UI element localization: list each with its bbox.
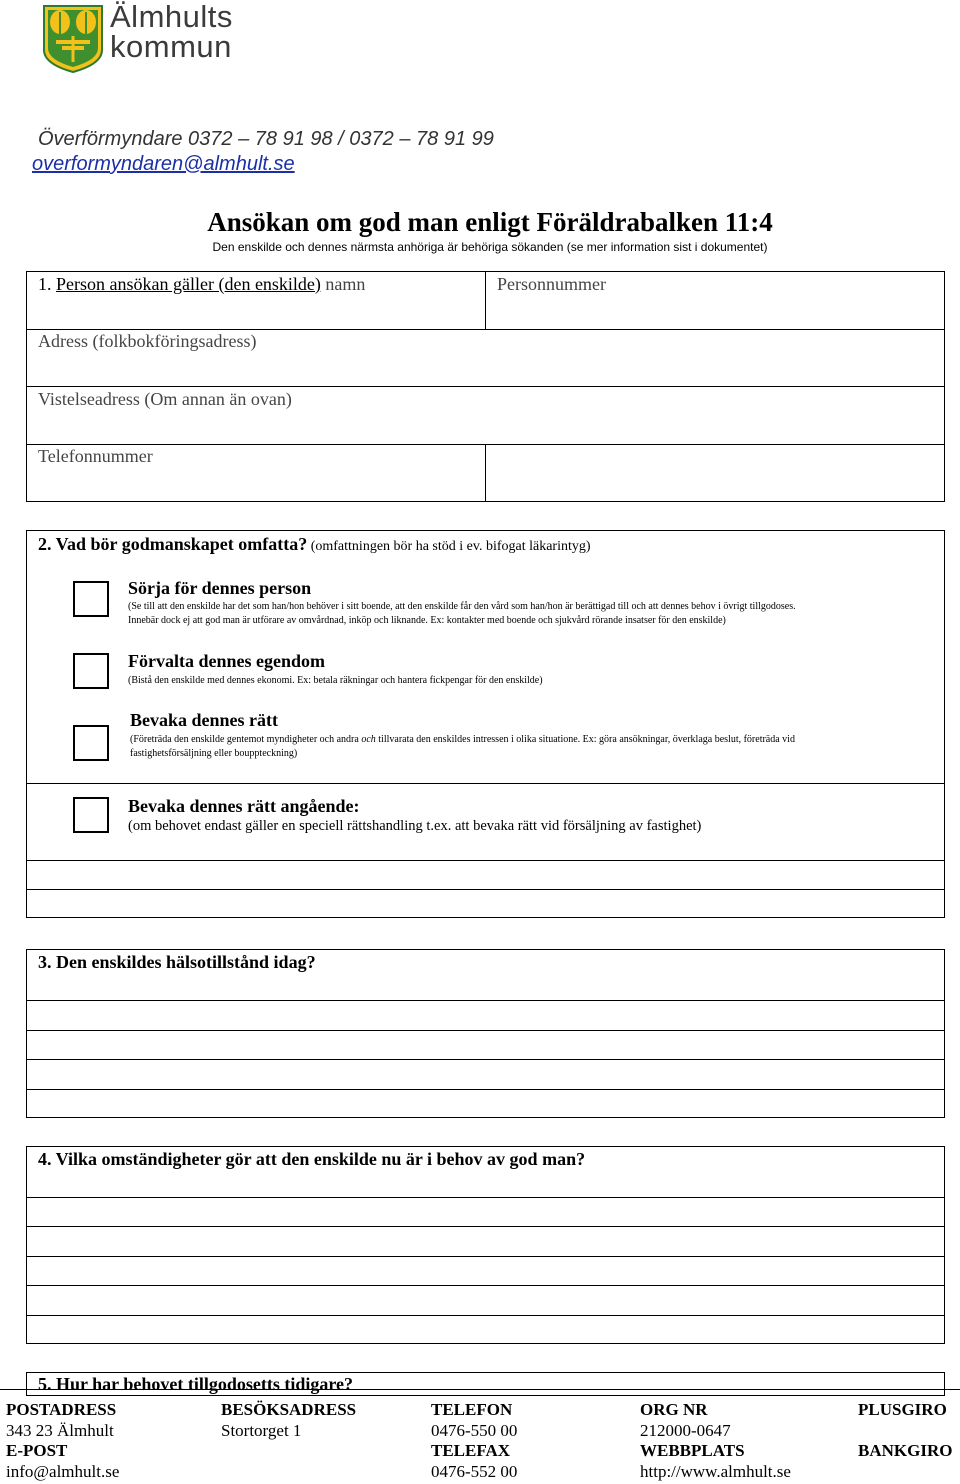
section4-heading: 4. Vilka omständigheter gör att den enskilde nu är i behov av god man? <box>38 1149 586 1169</box>
footer-col5: PLUSGIRO BANKGIRO <box>858 1400 953 1460</box>
footer-col4: ORG NR 212000-0647 WEBBPLATS http://www.almhult.se <box>640 1400 791 1481</box>
footer-rule <box>0 1389 960 1390</box>
form-subtitle: Den enskilde och dennes närmsta anhöriga är behöriga sökanden (se mer information sist i dokumentet) <box>212 240 768 254</box>
opt3-title: Bevaka dennes rätt <box>130 710 278 730</box>
website-link[interactable]: http://www.almhult.se <box>640 1461 791 1481</box>
personnummer-field[interactable]: Personnummer <box>497 274 606 294</box>
footer-col1: POSTADRESS 343 23 Älmhult E-POST info@almhult.se <box>6 1400 120 1481</box>
checkbox-bevaka[interactable] <box>73 725 109 761</box>
form-title: Ansökan om god man enligt Föräldrabalken 11:4 <box>207 207 773 237</box>
opt1-desc: (Se till att den enskilde har det som han/hon behöver i sitt boende, att den enskilde får den vård som han/hon är berättigad till och att dennes behov i övrigt tillgodoses. Innebär dock ej att god man är utförare av omvårdnad, inköp och liknande. Ex: kontakter med boende och sjukvård rörande insatser för den enskilde) <box>128 601 796 626</box>
telefon-field[interactable]: Telefonnummer <box>38 446 153 466</box>
contact-line: Överförmyndare 0372 – 78 91 98 / 0372 – 78 91 99 <box>38 128 494 150</box>
footer-col2: BESÖKSADRESS Stortorget 1 <box>221 1400 357 1440</box>
checkbox-sorja[interactable] <box>73 581 109 617</box>
opt4-desc: (om behovet endast gäller en speciell rättshandling t.ex. att bevaka rätt vid försäljning av fastighet) <box>128 818 702 834</box>
email-link[interactable]: overformyndaren@almhult.se <box>32 153 295 175</box>
opt2-title: Förvalta dennes egendom <box>128 651 325 671</box>
section3-box[interactable] <box>26 949 945 1118</box>
section5-heading: 5. Hur har behovet tillgodosetts tidigare? <box>38 1374 353 1394</box>
opt1-title: Sörja för dennes person <box>128 578 312 598</box>
checkbox-forvalta[interactable] <box>73 653 109 689</box>
opt3-desc: (Företräda den enskilde gentemot myndigheter och andra och tillvarata den enskildes intressen i olika situatione. Ex: göra ansökningar, överklaga beslut, företräda vid fastighetsförsäljning eller bouppteckning) <box>130 734 795 759</box>
opt2-desc: (Bistå den enskilde med dennes ekonomi. Ex: betala räkningar och hantera fickpengar för den enskilde) <box>128 675 543 686</box>
section3-heading: 3. Den enskildes hälsotillstånd idag? <box>38 952 316 972</box>
vistelseadress-field[interactable]: Vistelseadress (Om annan än ovan) <box>38 389 292 409</box>
opt4-title: Bevaka dennes rätt angående: <box>128 796 360 816</box>
footer-col3: TELEFON 0476-550 00 TELEFAX 0476-552 00 <box>431 1400 518 1481</box>
checkbox-bevaka-angaende[interactable] <box>73 797 109 833</box>
name-field-label[interactable]: 1. Person ansökan gäller (den enskilde) namn <box>38 274 366 294</box>
adress-field[interactable]: Adress (folkbokföringsadress) <box>38 331 257 351</box>
section2-heading: 2. Vad bör godmanskapet omfatta? (omfattningen bör ha stöd i ev. bifogat läkarintyg) <box>38 534 591 554</box>
logo-wordmark: Älmhults kommun <box>110 0 233 64</box>
